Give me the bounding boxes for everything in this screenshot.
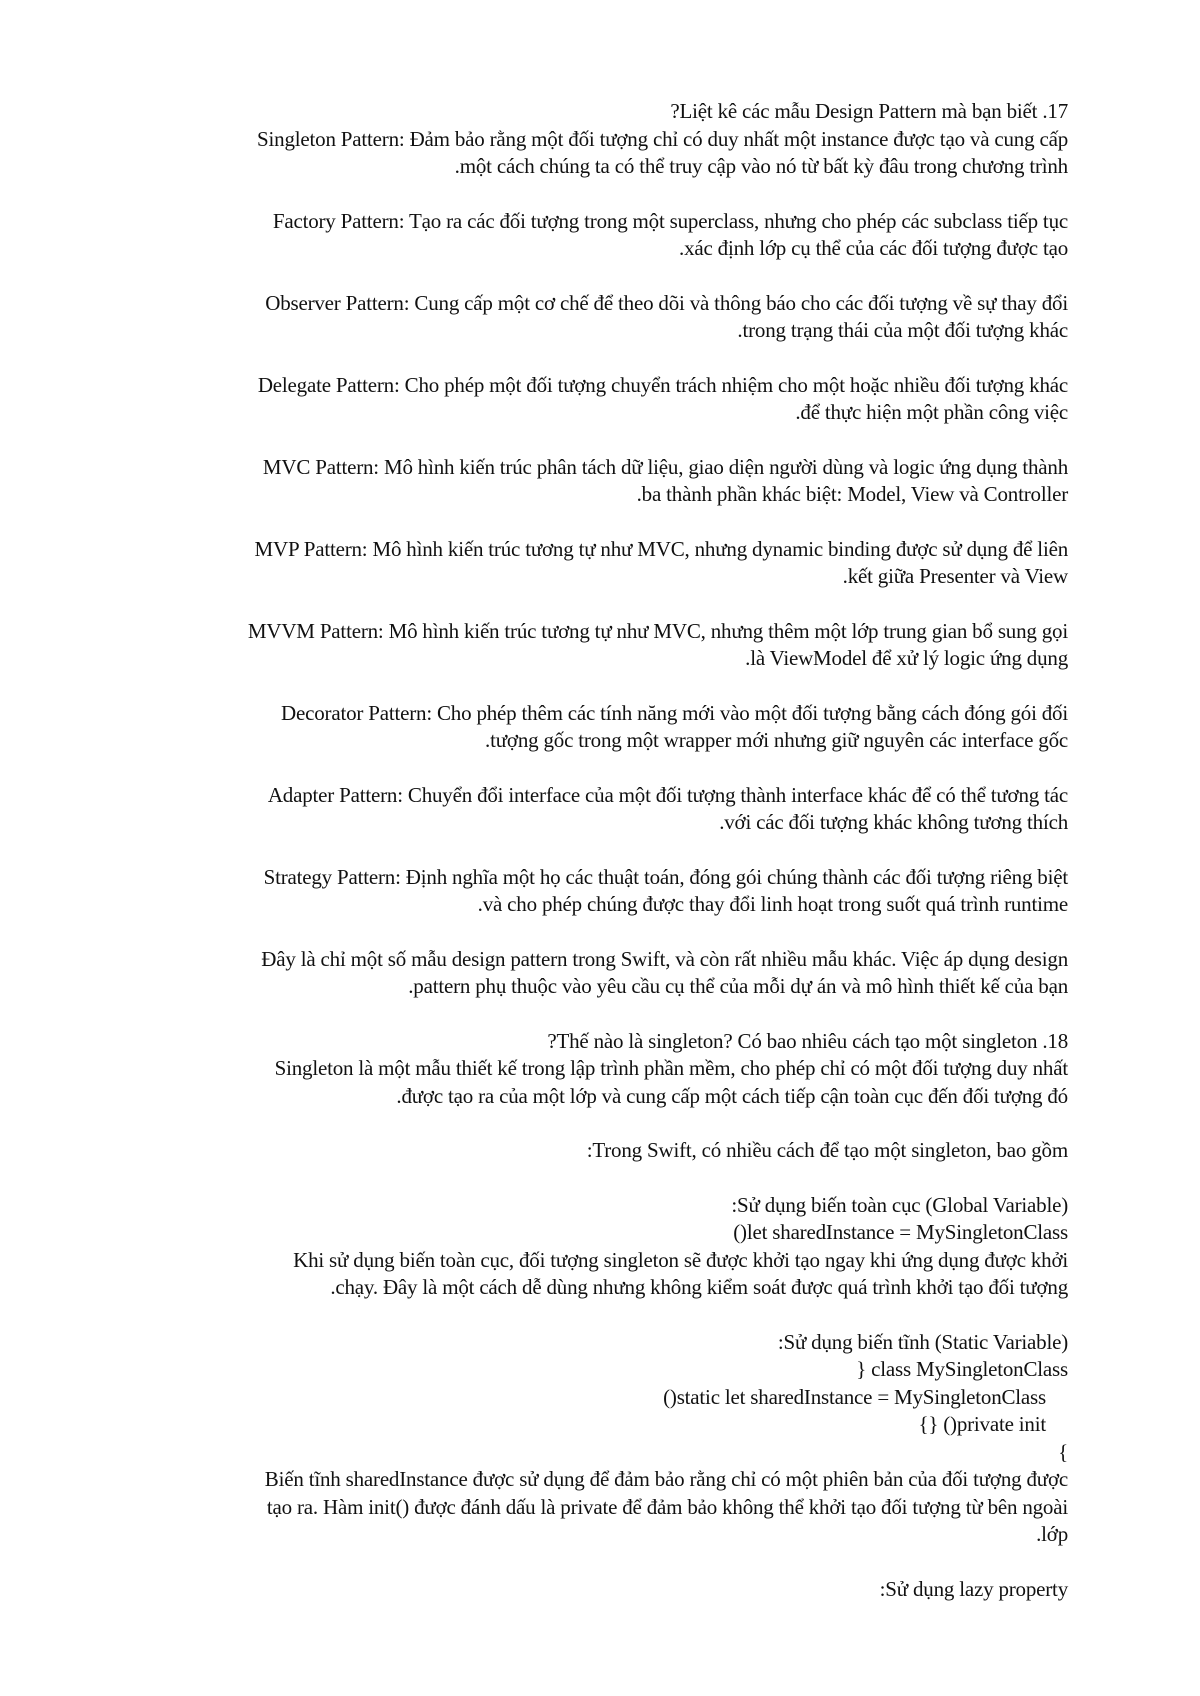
- q17-section: [140, 98, 1068, 1001]
- summary-line-1: Đây là chỉ một số mẫu design pattern trong Swift, và còn rất nhiều mẫu khác. Việc áp dụng design: [261, 946, 1068, 971]
- static-variable-desc-1: Biến tĩnh sharedInstance được sử dụng để đảm bảo rằng chỉ có một phiên bản của đối tượng được: [264, 1467, 1068, 1491]
- pattern-item-observer: [140, 290, 1068, 345]
- lazy-property-heading: :Sử dụng lazy property: [879, 1576, 1068, 1601]
- static-code-line-1: } class MySingletonClass: [856, 1357, 1068, 1381]
- pattern-line-1: Strategy Pattern: Định nghĩa một họ các thuật toán, đóng gói chúng thành các đối tượng riêng biệt: [263, 864, 1068, 889]
- q18-ways-intro: :Trong Swift, có nhiều cách để tạo một singleton, bao gồm: [586, 1138, 1068, 1162]
- pattern-item-factory: [140, 208, 1068, 263]
- global-variable-code: ()let sharedInstance = MySingletonClass: [733, 1220, 1068, 1244]
- pattern-line-2: .tượng gốc trong một wrapper mới nhưng giữ nguyên các interface gốc: [485, 728, 1068, 752]
- static-variable-method: [140, 1329, 1068, 1549]
- global-variable-heading: :Sử dụng biến toàn cục (Global Variable): [731, 1192, 1068, 1217]
- lazy-property-method: [140, 1576, 1068, 1604]
- pattern-line-2: .một cách chúng ta có thể truy cập vào nó từ bất kỳ đâu trong chương trình: [454, 154, 1068, 178]
- static-code-line-3: {} ()private init: [918, 1412, 1046, 1436]
- pattern-item-strategy: [140, 864, 1068, 919]
- pattern-item-decorator: [140, 700, 1068, 755]
- q18-ways-intro-block: [140, 1137, 1068, 1165]
- static-variable-desc-3: .lớp: [1036, 1522, 1068, 1546]
- global-variable-method: [140, 1192, 1068, 1302]
- pattern-line-1: MVP Pattern: Mô hình kiến trúc tương tự như MVC, nhưng dynamic binding được sử dụng để liên: [254, 536, 1068, 561]
- static-variable-heading: :Sử dụng biến tĩnh (Static Variable): [777, 1329, 1068, 1354]
- pattern-item-delegate: [140, 372, 1068, 427]
- q18-title: ?Thế nào là singleton? Có bao nhiêu cách tạo một singleton .18: [547, 1028, 1068, 1053]
- static-code-line-2: ()static let sharedInstance = MySingletonClass: [663, 1384, 1046, 1409]
- pattern-line-1: MVVM Pattern: Mô hình kiến trúc tương tự như MVC, nhưng thêm một lớp trung gian bổ sung gọi: [247, 618, 1068, 643]
- pattern-line-2: .kết giữa Presenter và View: [842, 564, 1068, 588]
- q17-summary: [140, 946, 1068, 1001]
- pattern-line-1: Factory Pattern: Tạo ra các đối tượng trong một superclass, nhưng cho phép các subclass tiếp tục: [272, 208, 1068, 233]
- global-variable-desc-2: .chạy. Đây là một cách dễ dùng nhưng không kiểm soát được quá trình khởi tạo đối tượng: [330, 1275, 1068, 1299]
- pattern-line-1: Adapter Pattern: Chuyển đổi interface của một đối tượng thành interface khác để có thể tương tác: [267, 782, 1068, 807]
- static-variable-desc-2: tạo ra. Hàm init() được đánh dấu là private để đảm bảo không thể khởi tạo đối tượng từ bên ngoài: [266, 1494, 1068, 1519]
- q18-intro-line-2: .được tạo ra của một lớp và cung cấp một cách tiếp cận toàn cục đến đối tượng đó: [396, 1083, 1068, 1108]
- summary-line-2: .pattern phụ thuộc vào yêu cầu cụ thể của mỗi dự án và mô hình thiết kế của bạn: [408, 974, 1068, 998]
- pattern-item-adapter: [140, 782, 1068, 837]
- pattern-item-mvvm: [140, 618, 1068, 673]
- document-body: [140, 98, 1068, 1630]
- pattern-line-2: .là ViewModel để xử lý logic ứng dụng: [745, 646, 1068, 670]
- pattern-item-mvc: [140, 454, 1068, 509]
- pattern-line-1: Singleton Pattern: Đảm bảo rằng một đối tượng chỉ có duy nhất một instance được tạo và cung cấp: [257, 126, 1068, 151]
- pattern-line-2: .xác định lớp cụ thể của các đối tượng được tạo: [679, 236, 1068, 260]
- static-code-line-4: {: [1058, 1439, 1068, 1464]
- pattern-item-mvp: [140, 536, 1068, 591]
- pattern-line-2: .để thực hiện một phần công việc: [795, 400, 1068, 424]
- pattern-line-1: Decorator Pattern: Cho phép thêm các tính năng mới vào một đối tượng bằng cách đóng gói đối: [281, 700, 1068, 725]
- global-variable-desc-1: Khi sử dụng biến toàn cục, đối tượng singleton sẽ được khởi tạo ngay khi ứng dụng được khởi: [293, 1247, 1068, 1272]
- pattern-item-singleton: [140, 126, 1068, 181]
- pattern-line-2: .với các đối tượng khác không tương thích: [719, 810, 1068, 834]
- pattern-line-1: Observer Pattern: Cung cấp một cơ chế để theo dõi và thông báo cho các đối tượng về sự thay đổi: [265, 290, 1068, 315]
- pattern-line-2: .và cho phép chúng được thay đổi linh hoạt trong suốt quá trình runtime: [477, 892, 1068, 916]
- q17-title: ?Liệt kê các mẫu Design Pattern mà bạn biết .17: [670, 99, 1068, 123]
- pattern-line-2: .trong trạng thái của một đối tượng khác: [737, 318, 1068, 342]
- pattern-line-1: Delegate Pattern: Cho phép một đối tượng chuyển trách nhiệm cho một hoặc nhiều đối tượng khác: [257, 372, 1068, 397]
- pattern-line-2: .ba thành phần khác biệt: Model, View và Controller: [636, 482, 1068, 506]
- q18-section: [140, 1028, 1068, 1604]
- q18-intro-line-1: Singleton là một mẫu thiết kế trong lập trình phần mềm, cho phép chỉ có một đối tượng duy nhất: [274, 1056, 1068, 1080]
- pattern-line-1: MVC Pattern: Mô hình kiến trúc phân tách dữ liệu, giao diện người dùng và logic ứng dụng thành: [262, 454, 1068, 479]
- q18-intro: [140, 1028, 1068, 1111]
